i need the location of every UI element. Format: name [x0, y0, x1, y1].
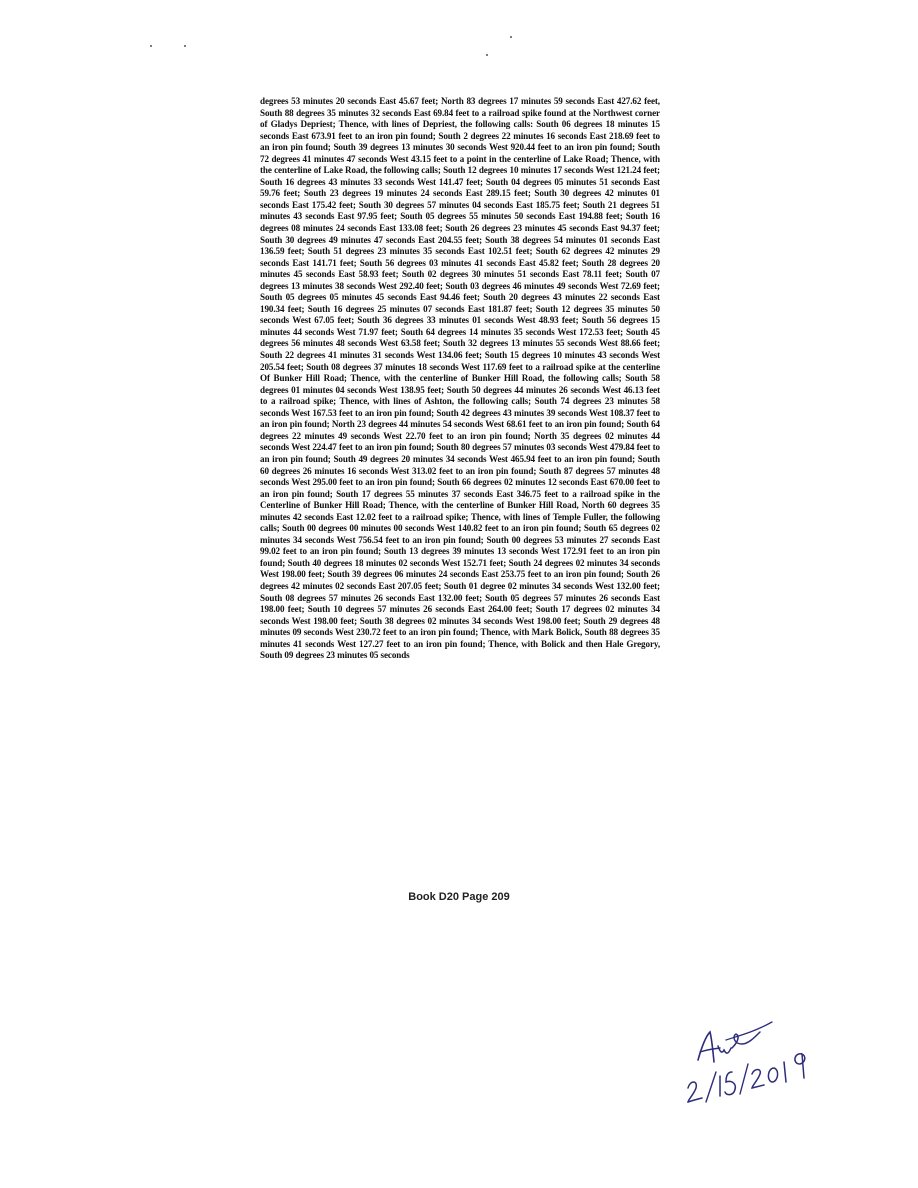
handwritten-signature: [676, 1010, 826, 1110]
scan-speck: [510, 36, 512, 38]
legal-description-text: degrees 53 minutes 20 seconds East 45.67 feet; North 83 degrees 17 minutes 59 seconds East 427.62 feet, South 88 degrees 35 minutes 32 seconds East 69.84 feet to a railroad spike found at the Northwest corner of Gladys Depriest; Thence, with lines of Depriest, the following calls: South 06 degrees 18 minutes 15 seconds East 673.91 feet to an iron pin found; South 2 degrees 22 minutes 16 seconds East 218.69 feet to an iron pin found; South 39 degrees 13 minutes 30 seconds West 920.44 feet to an iron pin found; South 72 degrees 41 minutes 47 seconds West 43.15 feet to a point in the centerline of Lake Road; Thence, with the centerline of Lake Road, the following calls; South 12 degrees 10 minutes 17 seconds West 121.24 feet; South 16 degrees 43 minutes 33 seconds West 141.47 feet; South 04 degrees 05 minutes 51 seconds East 59.76 feet; South 23 degrees 19 minutes 24 seconds East 289.15 feet; South 30 degrees 42 minutes 01 seconds East 175.42 feet; South 30 degrees 57 minutes 04 seconds East 185.75 feet; South 21 degrees 51 minutes 43 seconds East 97.95 feet; South 05 degrees 55 minutes 50 seconds East 194.88 feet; South 16 degrees 08 minutes 24 seconds East 133.08 feet; South 26 degrees 23 minutes 45 seconds East 94.37 feet; South 30 degrees 49 minutes 47 seconds East 204.55 feet; South 38 degrees 54 minutes 01 seconds East 136.59 feet; South 51 degrees 23 minutes 35 seconds East 102.51 feet; South 62 degrees 42 minutes 29 seconds East 141.71 feet; South 56 degrees 03 minutes 41 seconds East 45.82 feet; South 28 degrees 20 minutes 45 seconds East 58.93 feet; South 02 degrees 30 minutes 51 seconds East 78.11 feet; South 07 degrees 13 minutes 38 seconds West 292.40 feet; South 03 degrees 46 minutes 49 seconds West 72.69 feet; South 05 degrees 05 minutes 45 seconds East 94.46 feet; South 20 degrees 43 minutes 22 seconds East 190.34 feet; South 16 degrees 25 minutes 07 seconds East 181.87 feet; South 12 degrees 35 minutes 50 seconds West 67.05 feet; South 36 degrees 33 minutes 01 seconds West 48.93 feet; South 56 degrees 15 minutes 44 seconds West 71.97 feet; South 64 degrees 14 minutes 35 seconds West 172.53 feet; South 45 degrees 56 minutes 48 seconds West 63.58 feet; South 32 degrees 13 minutes 55 seconds West 88.66 feet; South 22 degrees 41 minutes 31 seconds West 134.06 feet; South 15 degrees 10 minutes 43 seconds West 205.54 feet; South 08 degrees 37 minutes 18 seconds West 117.69 feet to a railroad spike at the centerline Of Bunker Hill Road; Thence, with the centerline of Bunker Hill Road, the following calls; South 58 degrees 01 minutes 04 seconds West 138.95 feet; South 50 degrees 44 minutes 26 seconds West 46.13 feet to a railroad spike; Thence, with lines of Ashton, the following calls; South 74 degrees 23 minutes 58 seconds West 167.53 feet to an iron pin found; South 42 degrees 43 minutes 39 seconds West 108.37 feet to an iron pin found; North 23 degrees 44 minutes 54 seconds West 68.61 feet to an iron pin found; South 64 degrees 22 minutes 49 seconds West 22.70 feet to an iron pin found; North 35 degrees 02 minutes 44 seconds West 224.47 feet to an iron pin found; South 80 degrees 57 minutes 03 seconds West 479.84 feet to an iron pin found; South 49 degrees 20 minutes 34 seconds West 465.94 feet to an iron pin found; South 60 degrees 26 minutes 16 seconds West 313.02 feet to an iron pin found; South 87 degrees 57 minutes 48 seconds West 295.00 feet to an iron pin found; South 66 degrees 02 minutes 12 seconds East 670.00 feet to an iron pin found; South 17 degrees 55 minutes 37 seconds East 346.75 feet to a railroad spike in the Centerline of Bunker Hill Road; Thence, with the centerline of Bunker Hill Road, North 60 degrees 35 minutes 42 seconds East 12.02 feet to a railroad spike; Thence, with lines of Temple Fuller, the following calls; South 00 degrees 00 minutes 00 seconds West 140.82 feet to an iron pin found; South 65 degrees 02 minutes 34 seconds West 756.54 feet to an iron pin found; South 00 degrees 53 minutes 27 seconds East 99.02 feet to an iron pin found; South 13 degrees 39 minutes 13 seconds West 172.91 feet to an iron pin found; South 40 degrees 18 minutes 02 seconds West 152.71 feet; South 24 degrees 02 minutes 34 seconds West 198.00 feet; South 39 degrees 06 minutes 24 seconds East 253.75 feet to an iron pin found; South 26 degrees 42 minutes 02 seconds East 207.05 feet; South 01 degree 02 minutes 34 seconds West 132.00 feet; South 08 degrees 57 minutes 26 seconds East 132.00 feet; South 05 degrees 57 minutes 26 seconds East 198.00 feet; South 10 degrees 57 minutes 26 seconds East 264.00 feet; South 17 degrees 02 minutes 34 seconds West 198.00 feet; South 38 degrees 02 minutes 34 seconds West 198.00 feet; South 29 degrees 48 minutes 09 seconds West 230.72 feet to an iron pin found; Thence, with Mark Bolick, South 88 degrees 35 minutes 41 seconds West 127.27 feet to an iron pin found; Thence, with Bolick and then Hale Gregory, South 09 degrees 23 minutes 05 seconds: [260, 96, 660, 661]
page-footer: Book D20 Page 209: [408, 891, 510, 903]
scan-speck: [150, 45, 152, 47]
scan-speck: [486, 54, 488, 56]
scan-speck: [184, 45, 186, 47]
